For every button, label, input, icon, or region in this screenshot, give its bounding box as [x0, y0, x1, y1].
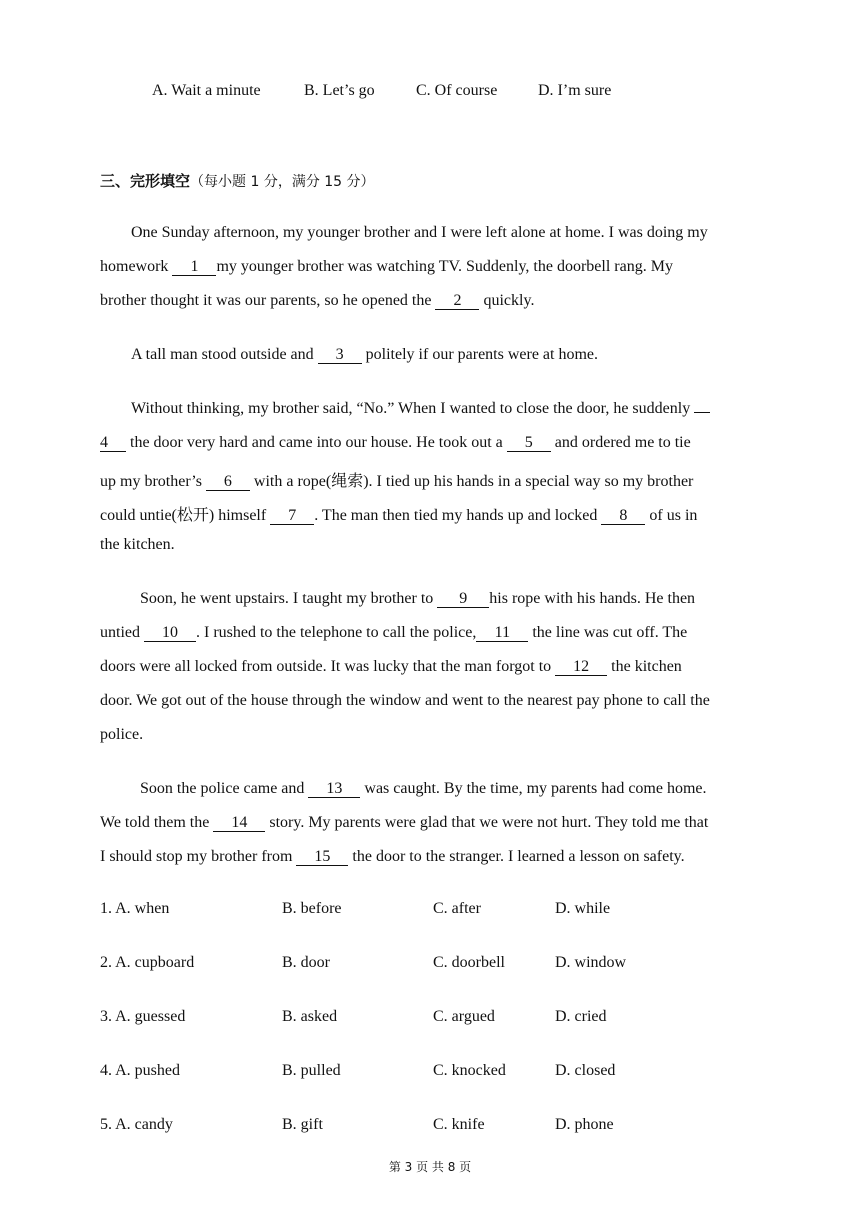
section-note: （每小题 1 分，满分 15 分）: [190, 174, 375, 190]
passage-line: [100, 692, 710, 710]
blank-15: 15: [296, 848, 348, 866]
passage-text: A tall man stood outside and: [131, 346, 318, 363]
blank-4-start: [694, 412, 710, 413]
passage-text: up my brother’s: [100, 473, 206, 490]
passage-text: quickly.: [479, 292, 535, 309]
passage-text: with a rope(绳索). I tied up his hands in a special way so my brother: [249, 473, 694, 490]
passage-text: could untie(松开) himself: [100, 507, 271, 524]
passage-text: Soon the police came and: [140, 780, 309, 797]
passage-text: homework: [100, 258, 173, 275]
passage-text: and ordered me to tie: [550, 434, 691, 451]
passage-text: brother thought it was our parents, so he opened the: [100, 292, 436, 309]
question-option-a: 2. A. cupboard: [100, 954, 195, 971]
passage-line: [100, 658, 682, 676]
page-footer: 第 3 页 共 8 页: [388, 1160, 472, 1174]
passage-text: . The man then tied my hands up and locked: [314, 507, 602, 524]
question-option-c: C. knife: [433, 1116, 485, 1133]
blank-12: 12: [555, 658, 607, 676]
question-option-b: B. pulled: [282, 1062, 341, 1079]
passage-text: Without thinking, my brother said, “No.” When I wanted to close the door, he suddenly: [131, 400, 695, 417]
passage-text: of us in: [645, 507, 698, 524]
passage-text: the line was cut off. The: [528, 624, 688, 641]
question-option-a: 3. A. guessed: [100, 1008, 186, 1025]
question-option-d: D. cried: [555, 1008, 607, 1025]
passage-text: police.: [100, 726, 144, 743]
prev-option-a: A. Wait a minute: [152, 82, 261, 99]
passage-line: [131, 346, 598, 364]
passage-text: I should stop my brother from: [100, 848, 297, 865]
question-option-a: 4. A. pushed: [100, 1062, 180, 1079]
prev-option-d: D. I’m sure: [538, 82, 612, 99]
question-option-c: C. after: [433, 900, 481, 917]
question-option-c: C. argued: [433, 1008, 495, 1025]
blank-4: 4: [100, 434, 126, 452]
blank-8: 8: [601, 507, 645, 525]
passage-text: the kitchen.: [100, 536, 175, 553]
passage-line: [100, 848, 685, 866]
passage-text: doors were all locked from outside. It was lucky that the man forgot to: [100, 658, 556, 675]
blank-14: 14: [213, 814, 265, 832]
passage-line: [100, 536, 175, 554]
passage-text: One Sunday afternoon, my younger brother and I were left alone at home. I was doing my: [131, 224, 708, 241]
question-option-a: 5. A. candy: [100, 1116, 173, 1133]
blank-11: 11: [476, 624, 528, 642]
passage-line: [100, 814, 708, 832]
passage-text: door. We got out of the house through the window and went to the nearest pay phone to call the: [100, 692, 710, 709]
question-option-d: D. window: [555, 954, 627, 971]
question-option-d: D. phone: [555, 1116, 614, 1133]
blank-7: 7: [270, 507, 314, 525]
passage-line: [131, 400, 710, 418]
blank-5: 5: [507, 434, 551, 452]
passage-line: [100, 258, 673, 276]
section-title: 三、完形填空: [100, 172, 191, 190]
question-option-b: B. asked: [282, 1008, 338, 1025]
question-option-d: D. closed: [555, 1062, 616, 1079]
passage-text: . I rushed to the telephone to call the police,: [196, 624, 477, 641]
passage-text: We told them the: [100, 814, 214, 831]
passage-line: [140, 590, 695, 608]
passage-text: untied: [100, 624, 144, 641]
question-option-b: B. door: [282, 954, 330, 971]
blank-13: 13: [308, 780, 360, 798]
passage-text: story. My parents were glad that we were not hurt. They told me that: [265, 814, 709, 831]
question-option-b: B. before: [282, 900, 342, 917]
passage-text: my younger brother was watching TV. Suddenly, the doorbell rang. My: [216, 258, 673, 275]
question-option-c: C. knocked: [433, 1062, 506, 1079]
passage-line: [100, 468, 693, 491]
blank-1: 1: [172, 258, 216, 276]
passage-line: [100, 624, 687, 642]
passage-text: the door to the stranger. I learned a lesson on safety.: [348, 848, 685, 865]
blank-2: 2: [435, 292, 479, 310]
blank-10: 10: [144, 624, 196, 642]
passage-line: [100, 502, 697, 525]
question-option-a: 1. A. when: [100, 900, 170, 917]
prev-option-b: B. Let’s go: [304, 82, 375, 99]
passage-text: the door very hard and came into our house. He took out a: [126, 434, 507, 451]
passage-line: [131, 224, 708, 242]
passage-line: [100, 726, 143, 744]
section-heading: [100, 170, 375, 191]
passage-text: Soon, he went upstairs. I taught my brother to: [140, 590, 438, 607]
passage-line: [100, 292, 534, 310]
question-option-d: D. while: [555, 900, 611, 917]
blank-6: 6: [206, 473, 250, 491]
passage-text: his rope with his hands. He then: [489, 590, 696, 607]
blank-3: 3: [318, 346, 362, 364]
passage-text: was caught. By the time, my parents had come home.: [360, 780, 707, 797]
blank-9: 9: [437, 590, 489, 608]
question-option-b: B. gift: [282, 1116, 323, 1133]
passage-text: the kitchen: [607, 658, 682, 675]
passage-line: [100, 434, 691, 452]
prev-option-c: C. Of course: [416, 82, 498, 99]
passage-text: politely if our parents were at home.: [361, 346, 599, 363]
question-option-c: C. doorbell: [433, 954, 505, 971]
passage-line: [140, 780, 707, 798]
